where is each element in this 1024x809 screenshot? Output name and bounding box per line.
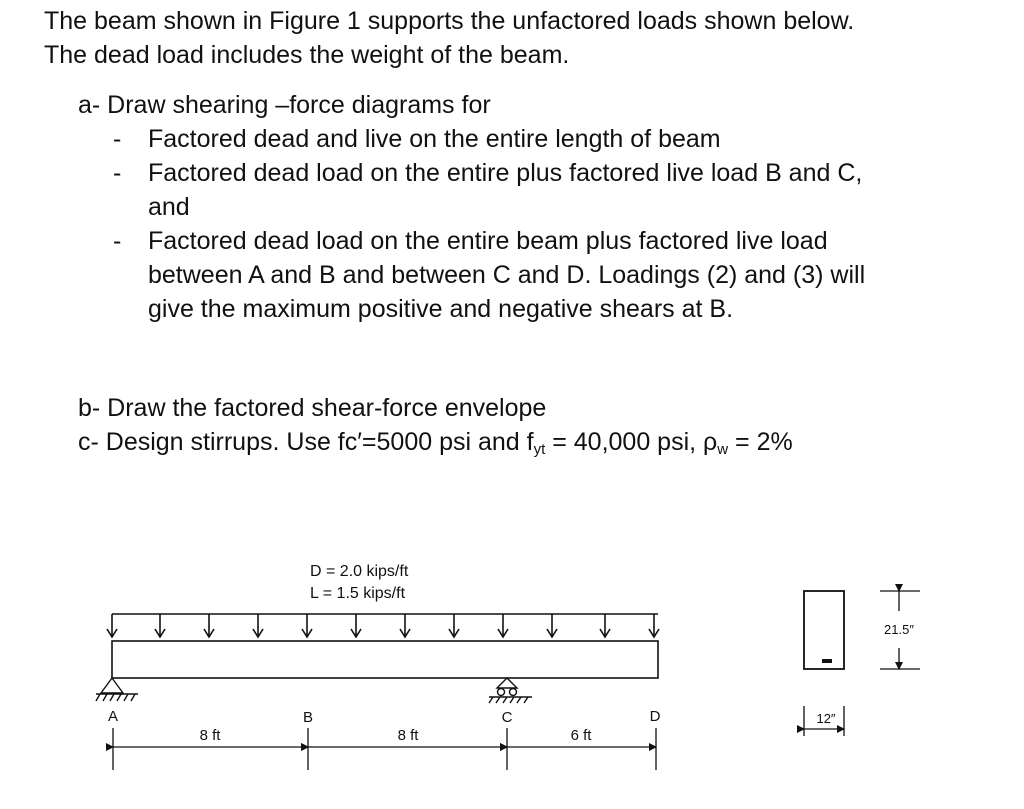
beam-cross-section: [804, 591, 844, 669]
distributed-load: [107, 614, 659, 637]
problem-line-1: The beam shown in Figure 1 supports the unfactored loads shown below.: [44, 7, 855, 35]
dead-load-label: D = 2.0 kips/ft: [310, 563, 409, 580]
part-a-item-2-line-1: Factored dead load on the entire plus factored live load B and C,: [148, 159, 863, 187]
span-bc-label: 8 ft: [397, 727, 419, 744]
section-height-label: 21.5″: [884, 622, 914, 637]
point-label-b: B: [302, 709, 314, 726]
part-a-label: a- Draw shearing –force diagrams for: [78, 91, 491, 119]
part-a-item-3-line-3: give the maximum positive and negative shears at B.: [148, 295, 734, 323]
point-label-c: C: [501, 709, 513, 726]
rho-subscript: w: [717, 441, 729, 458]
part-c-text-before: c- Design stirrups. Use fc′=5000 psi and f: [78, 428, 534, 456]
cross-section-outline: [804, 591, 844, 669]
part-c-text-mid: = 40,000 psi, ρ: [545, 428, 718, 456]
part-a-item-1: Factored dead and live on the entire length of beam: [148, 125, 721, 153]
fyt-subscript: yt: [533, 441, 546, 458]
reinforcement-bar: [822, 659, 832, 663]
beam: [112, 641, 658, 678]
part-a-item-3-line-1: Factored dead load on the entire beam plus factored live load: [148, 227, 828, 255]
point-label-a: A: [107, 708, 119, 725]
section-width-label: 12″: [816, 711, 836, 726]
roller-support-c: [489, 678, 532, 703]
bullet-marker: -: [113, 125, 122, 153]
part-c-text-end: = 2%: [728, 428, 793, 456]
part-b: b- Draw the factored shear-force envelope: [78, 394, 547, 422]
part-a-item-2-line-2: and: [148, 193, 190, 221]
pin-support-a: [96, 678, 138, 701]
bullet-marker: -: [113, 159, 122, 187]
part-a-item-3-line-2: between A and B and between C and D. Loadings (2) and (3) will: [148, 261, 866, 289]
problem-line-2: The dead load includes the weight of the beam.: [44, 41, 570, 69]
live-load-label: L = 1.5 kips/ft: [310, 585, 406, 602]
point-label-d: D: [649, 708, 661, 725]
span-cd-label: 6 ft: [570, 727, 592, 744]
span-ab-label: 8 ft: [199, 727, 221, 744]
bullet-marker: -: [113, 227, 122, 255]
